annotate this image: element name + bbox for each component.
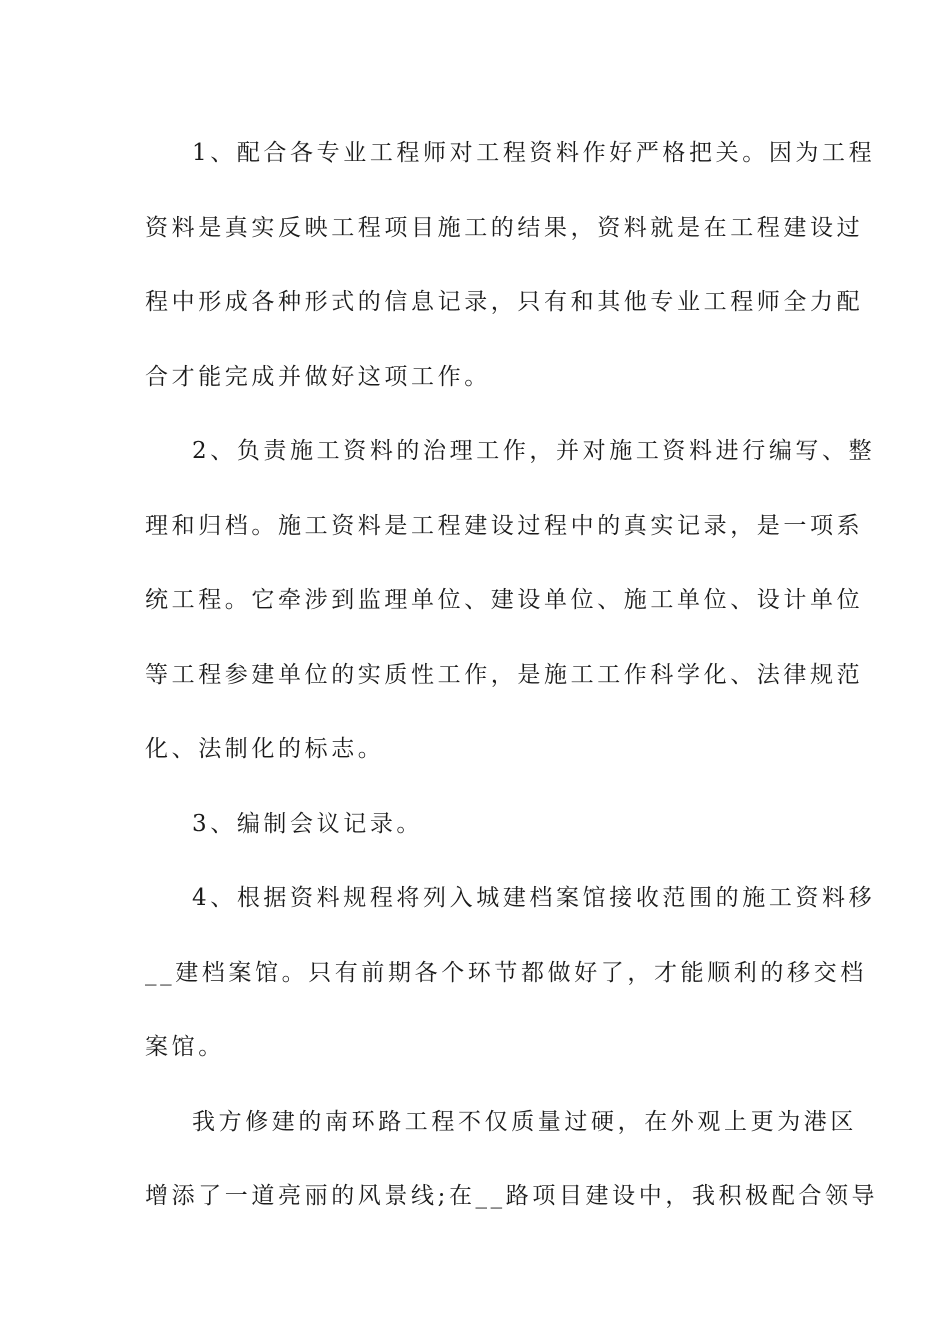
paragraph-5 [145, 1085, 879, 1234]
text-line: 1、配合各专业工程师对工程资料作好严格把关。因为工程 [192, 140, 876, 166]
text-line: 3、编制会议记录。 [192, 810, 424, 837]
paragraph-4 [145, 861, 876, 1085]
text-line: 统工程。它牵涉到监理单位、建设单位、施工单位、设计单位 [145, 587, 864, 613]
text-line: 等工程参建单位的实质性工作，是施工工作科学化、法律规范 [145, 661, 864, 688]
text-line: 增添了一道亮丽的风景线;在__路项目建设中，我积极配合领导 [145, 1183, 879, 1209]
paragraph-2 [145, 414, 876, 787]
text-line: 化、法制化的标志。 [145, 736, 385, 762]
paragraph-3 [145, 787, 810, 862]
text-line: 我方修建的南环路工程不仅质量过硬，在外观上更为港区 [192, 1108, 857, 1135]
text-line: __建档案馆。只有前期各个环节都做好了，才能顺利的移交档 [145, 959, 867, 986]
paragraph-1 [145, 116, 876, 414]
text-line: 4、根据资料规程将列入城建档案馆接收范围的施工资料移 [192, 885, 876, 911]
document-body [145, 116, 879, 1234]
text-line: 理和归档。施工资料是工程建设过程中的真实记录，是一项系 [145, 512, 864, 539]
text-line: 合才能完成并做好这项工作。 [145, 363, 491, 390]
text-line: 程中形成各种形式的信息记录，只有和其他专业工程师全力配 [145, 289, 864, 315]
text-line: 2、负责施工资料的治理工作，并对施工资料进行编写、整 [192, 438, 876, 464]
text-line: 资料是真实反映工程项目施工的结果，资料就是在工程建设过 [145, 214, 864, 241]
text-line: 案馆。 [145, 1034, 225, 1060]
